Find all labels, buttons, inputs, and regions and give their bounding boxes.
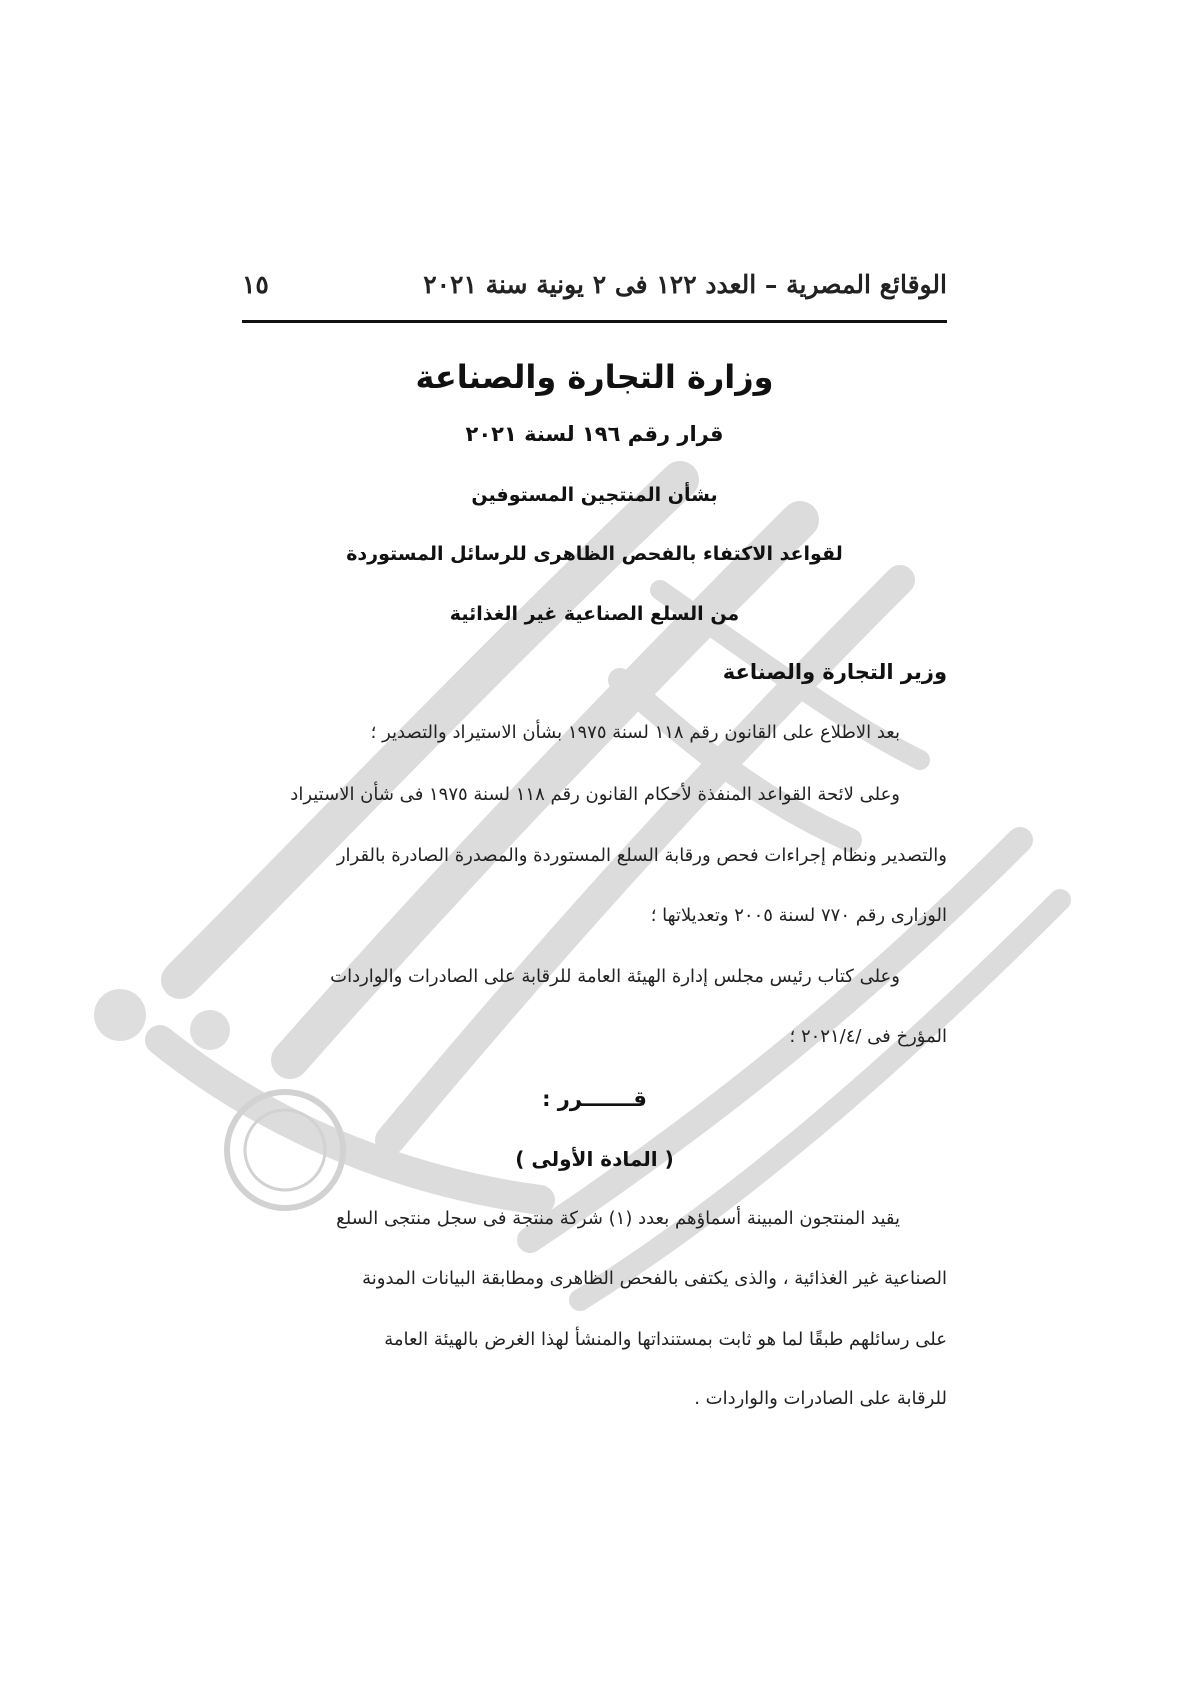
decree-subject-line-3: من السلع الصناعية غير الغذائية bbox=[449, 603, 740, 625]
preamble-line-2: وعلى لائحة القواعد المنفذة لأحكام القانون رقم ١١٨ لسنة ١٩٧٥ فى شأن الاستيراد bbox=[290, 784, 900, 805]
preamble-line-4: الوزارى رقم ٧٧٠ لسنة ٢٠٠٥ وتعديلاتها ؛ bbox=[650, 905, 947, 926]
decided-heading: قـــــــرر : bbox=[542, 1087, 647, 1111]
page-header bbox=[242, 270, 947, 312]
running-head: الوقائع المصرية – العدد ١٢٢ فى ٢ يونية سنة ٢٠٢١ bbox=[423, 270, 947, 299]
article-line-4: للرقابة على الصادرات والواردات . bbox=[694, 1388, 947, 1409]
article-line-3: على رسائلهم طبقًا لما هو ثابت بمستنداتها والمنشأ لهذا الغرض بالهيئة العامة bbox=[384, 1329, 947, 1350]
preamble-line-1: بعد الاطلاع على القانون رقم ١١٨ لسنة ١٩٧٥ بشأن الاستيراد والتصدير ؛ bbox=[370, 722, 900, 743]
page-number: ١٥ bbox=[242, 270, 269, 299]
article-line-1: يقيد المنتجون المبينة أسماؤهم بعدد (١) شركة منتجة فى سجل منتجى السلع bbox=[336, 1208, 900, 1229]
decree-subject-line-1: بشأن المنتجين المستوفين bbox=[471, 484, 718, 506]
minister-heading: وزير التجارة والصناعة bbox=[722, 660, 947, 684]
article-title: ( المادة الأولى ) bbox=[515, 1147, 674, 1171]
header-rule bbox=[242, 320, 947, 323]
decree-subject-line-2: لقواعد الاكتفاء بالفحص الظاهرى للرسائل المستوردة bbox=[346, 543, 843, 565]
preamble-line-5: وعلى كتاب رئيس مجلس إدارة الهيئة العامة للرقابة على الصادرات والواردات bbox=[330, 966, 900, 987]
article-line-2: الصناعية غير الغذائية ، والذى يكتفى بالفحص الظاهرى ومطابقة البيانات المدونة bbox=[362, 1268, 947, 1289]
decree-number: قرار رقم ١٩٦ لسنة ٢٠٢١ bbox=[465, 422, 724, 446]
preamble-line-6: المؤرخ فى /٢٠٢١/٤ ؛ bbox=[789, 1026, 947, 1047]
ministry-title: وزارة التجارة والصناعة bbox=[415, 358, 774, 396]
preamble-line-3: والتصدير ونظام إجراءات فحص ورقابة السلع المستوردة والمصدرة الصادرة بالقرار bbox=[336, 845, 947, 866]
watermark-seal-icon bbox=[60, 420, 1120, 1400]
